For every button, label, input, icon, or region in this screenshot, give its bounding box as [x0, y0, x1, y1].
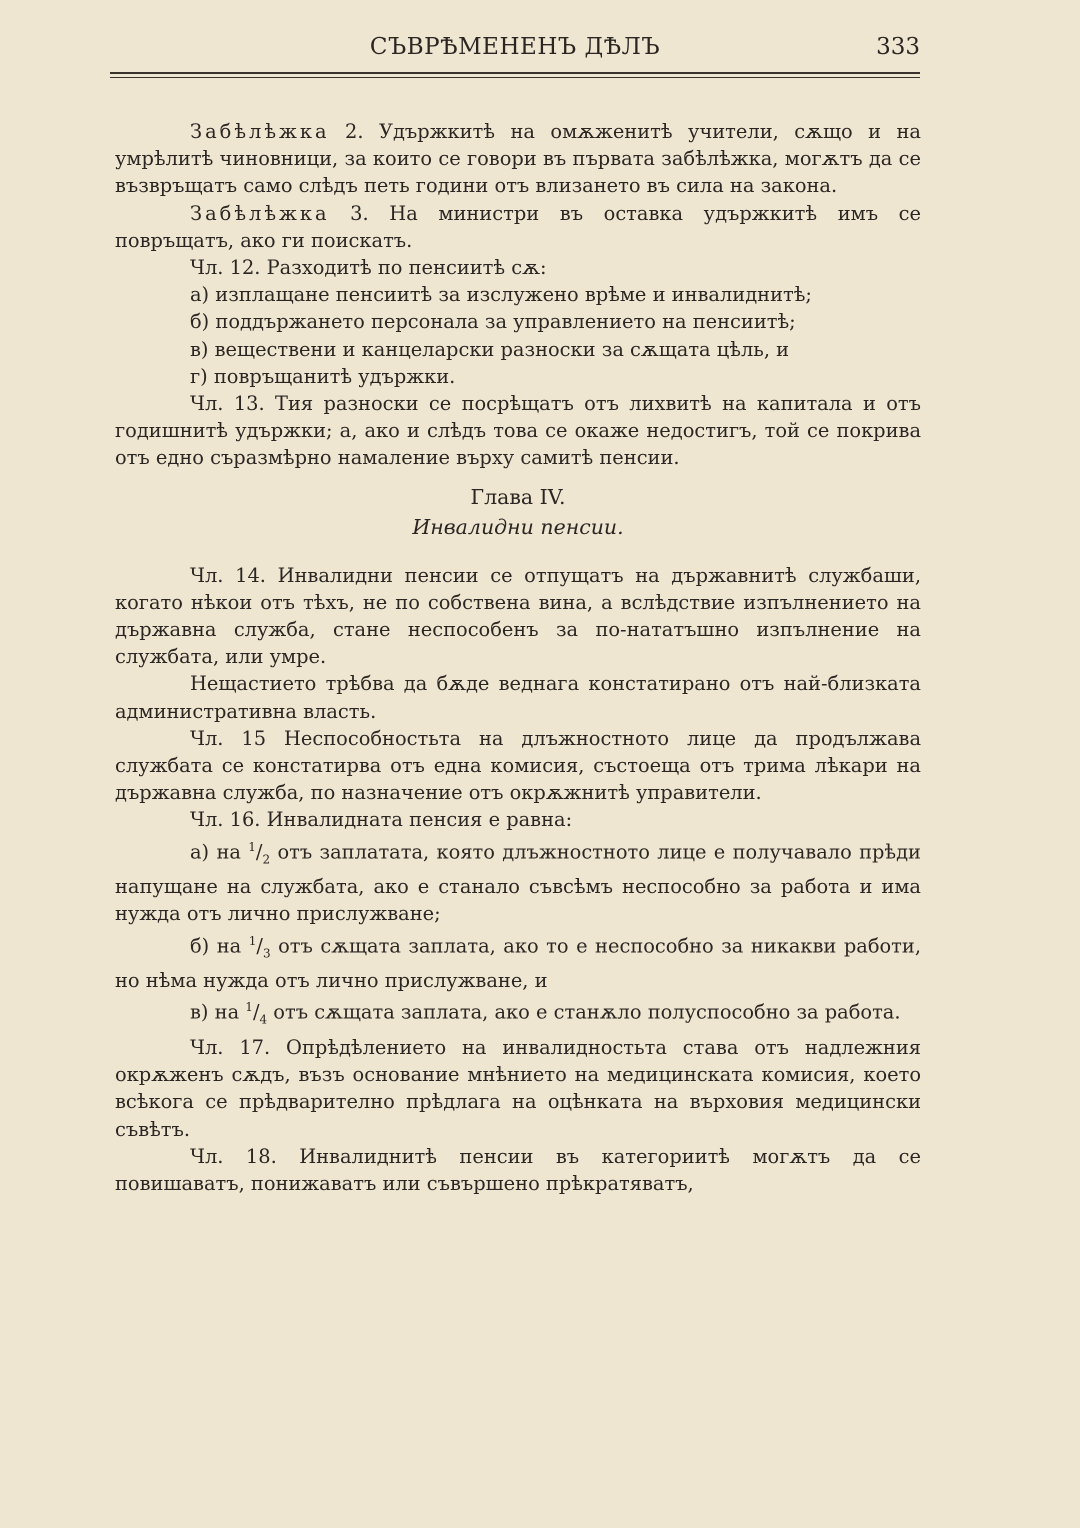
- page-number: 333: [876, 34, 920, 60]
- article-12: Чл. 12. Разходитѣ по пенсиитѣ сѫ:: [190, 256, 547, 280]
- body-text: [115, 118, 921, 1197]
- fraction-denominator: 3: [262, 945, 271, 960]
- chapter-title: Глава IV.: [470, 484, 566, 509]
- header-rule-thin: [110, 77, 920, 78]
- fraction-numerator: 1: [248, 933, 257, 948]
- note-3: [115, 200, 921, 254]
- list-item-a: а) изплащане пенсиитѣ за изслужено врѣме и инвалиднитѣ;: [190, 283, 812, 307]
- list-item-b-fraction: б) на $^1/_3$ отъ сѫщата заплата, ако то е неспособно за никакви работи, но нѣма нужда отъ лично прислужване, и: [115, 933, 921, 993]
- article-17: Чл. 17. Опрѣдѣлението на инвалидностьта става отъ надлежния окрѫженъ сѫдъ, възъ основание мнѣнието на медицинската комисия, което всѣкога се прѣдварително прѣдлага на оцѣнката на върховия медицински съвѣтъ.: [115, 1035, 921, 1141]
- page-header: [110, 30, 920, 70]
- running-title: СЪВРѢМЕНЕНЪ ДѢЛЪ: [369, 34, 661, 60]
- fraction-denominator: 4: [259, 1012, 268, 1027]
- article-14: Чл. 14. Инвалидни пенсии се отпущатъ на държавнитѣ службаши, когато нѣкои отъ тѣхъ, не по собствена вина, а вслѣдствие изпълнението на държавна служба, стане неспособенъ за по-нататъшно изпълнение на службата, или умре.: [115, 563, 921, 669]
- paragraph: Нещастието трѣбва да бѫде веднага констатирано отъ най-близката административна власть.: [115, 672, 921, 723]
- note-text: 3. На министри въ оставка удържкитѣ имъ се повръщатъ, ако ги поискатъ.: [115, 201, 921, 252]
- note-text: 2. Удържкитѣ на омѫженитѣ учители, сѫщо и на умрѣлитѣ чиновници, за които се говори въ първата забѣлѣжка, могѫтъ да се възвръщатъ само слѣдъ петь години отъ влизането въ сила на закона.: [115, 120, 921, 198]
- list-item-v: в) веществени и канцеларски разноски за сѫщата цѣль, и: [190, 337, 790, 361]
- note-label: Забѣлѣжка: [190, 120, 330, 143]
- article-15: Чл. 15 Неспособностьта на длъжностното лице да продължава службата се констатирва отъ една комисия, състоеща отъ трима лѣкари на държавна служба, по назначение отъ окрѫжнитѣ управители.: [115, 726, 921, 805]
- note-label: Забѣлѣжка: [190, 201, 330, 225]
- list-item-g: г) повръщанитѣ удържки.: [190, 364, 456, 388]
- article-13: Чл. 13. Тия разноски се посрѣщатъ отъ лихвитѣ на капитала и отъ годишнитѣ удържки; а, ако и слѣдъ това се окаже недостигъ, той се покрива отъ едно съразмѣрно намаление върху самитѣ пенсии.: [115, 392, 921, 470]
- article-16: Чл. 16. Инвалидната пенсия е равна:: [190, 808, 573, 832]
- chapter-subtitle: Инвалидни пенсии.: [412, 514, 624, 539]
- fraction-numerator: 1: [245, 1000, 253, 1015]
- note-2: [115, 118, 921, 200]
- list-item-b: б) поддържането персонала за управлението на пенсиитѣ;: [190, 310, 796, 334]
- fraction-denominator: 2: [262, 852, 271, 867]
- list-item-a-fraction: а) на $^1/_2$ отъ заплатата, която длъжностното лице е получавало прѣди напущане на службата, ако е станало съвсѣмъ неспособно за работа и има нужда отъ лично прислужване;: [115, 839, 921, 926]
- fraction-numerator: 1: [248, 839, 256, 854]
- header-rule-thick: [110, 72, 920, 74]
- list-item-v-fraction: в) на $^1/_4$ отъ сѫщата заплата, ако е станѫло полуспособно за работа.: [190, 1000, 901, 1027]
- article-18: Чл. 18. Инвалиднитѣ пенсии въ категориитѣ могѫтъ да се повишаватъ, понижаватъ или съвършено прѣкратяватъ,: [115, 1144, 921, 1195]
